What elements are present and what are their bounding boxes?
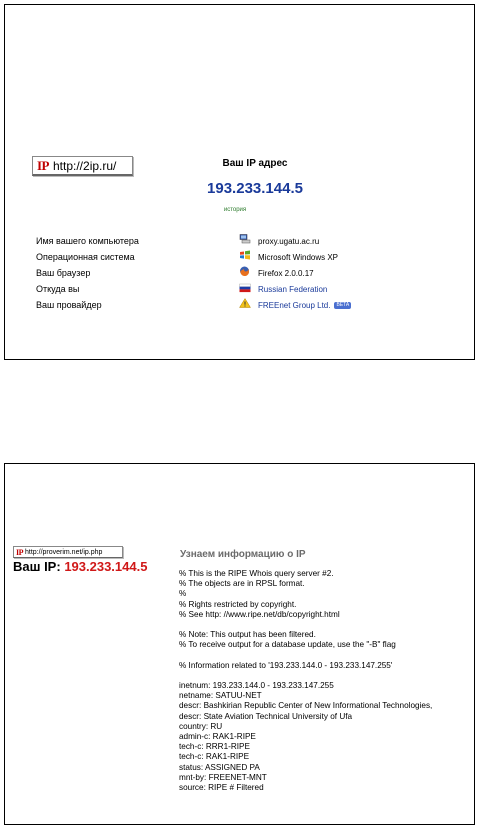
provider-label: Ваш провайдер [36,300,102,310]
computer-name-label: Имя вашего компьютера [36,236,139,246]
browser-label: Ваш браузер [36,268,91,278]
browser-value: Firefox 2.0.0.17 [258,269,314,278]
screenshot-proverim [4,463,475,825]
url-label [13,546,123,558]
screenshot-2ip [4,4,475,360]
history-link[interactable]: история [223,207,247,213]
ip-address: 193.233.144.5 [64,559,148,574]
whois-output [179,569,474,793]
whois-line: admin-c: RAK1-RIPE [179,732,256,741]
ip-label: Ваш IP: [13,559,61,574]
whois-line: % Rights restricted by copyright. [179,599,297,609]
url-text: http://proverim.net/ip.php [25,548,103,556]
url-text: http://2ip.ru/ [53,158,117,173]
page-title: Ваш IP адрес [222,158,288,169]
whois-line: % Note: This output has been filtered. [179,630,316,640]
whois-line: inetnum: 193.233.144.0 - 193.233.147.255 [179,681,334,691]
russia-flag-icon [239,283,251,293]
whois-line: descr: Bashkirian Republic Center of New Informational Technologies, [179,701,433,711]
whois-line: descr: State Aviation Technical University of Ufa [179,711,353,721]
windows-logo-icon [239,250,251,260]
beta-badge: BETA [336,302,350,309]
whois-line: % This is the RIPE Whois query server #2. [179,569,334,578]
computer-icon [239,234,251,244]
location-value[interactable]: Russian Federation [258,285,328,294]
whois-line: netname: SATUU-NET [179,691,262,701]
warning-icon [239,298,251,308]
url-label [32,156,133,176]
os-label: Операционная система [36,252,135,262]
whois-line: % To receive output for a database update, use the "-B" flag [179,640,396,650]
os-value: Microsoft Windows XP [258,253,339,262]
whois-line: % Information related to '193.233.144.0 - 193.233.147.255' [179,660,393,670]
provider-name[interactable]: FREEnet Group Ltd. [258,301,331,310]
whois-line: tech-c: RAK1-RIPE [179,752,250,762]
provider-value[interactable] [258,301,351,310]
firefox-icon [239,266,251,276]
whois-line [179,651,474,661]
whois-line: % See http: //www.ripe.net/db/copyright.html [179,609,340,619]
ip-logo-icon: IP [16,547,23,557]
computer-name-value: proxy.ugatu.ac.ru [258,237,320,246]
whois-line: % The objects are in RPSL format. [179,579,305,589]
whois-line [179,620,474,630]
ip-logo-icon: IP [37,157,49,173]
whois-line: source: RIPE # Filtered [179,782,264,792]
whois-line [179,671,474,681]
whois-heading: Узнаем информацию о IP [180,549,306,560]
ip-display [13,559,147,574]
whois-line: % [179,589,187,599]
ip-address: 193.233.144.5 [207,180,303,197]
whois-line: tech-c: RRR1-RIPE [179,742,250,752]
whois-line: status: ASSIGNED PA [179,762,260,772]
location-label: Откуда вы [36,284,80,294]
whois-line: mnt-by: FREENET-MNT [179,772,267,782]
whois-line: country: RU [179,721,223,731]
